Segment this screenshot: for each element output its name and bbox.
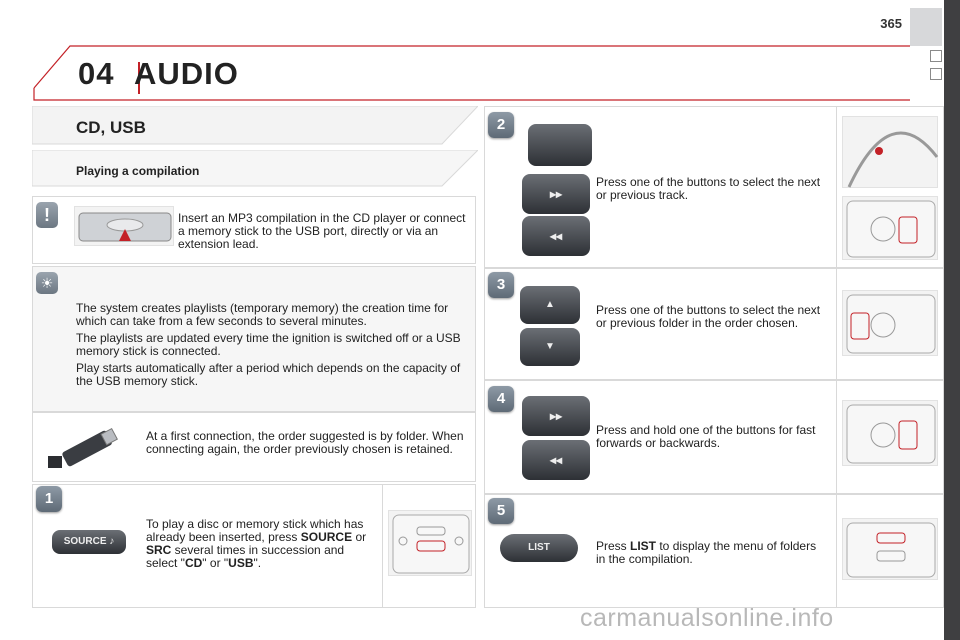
tip-paragraph: The playlists are updated every time the ignition is switched off or a USB memory stick is connected.: [76, 331, 461, 358]
page-number: 365: [880, 16, 902, 31]
tip-paragraph: The system creates playlists (temporary memory) the creation time for which can take from a few seconds to several minutes.: [76, 301, 449, 328]
subsection-title: Playing a compilation: [76, 164, 200, 178]
exclamation-icon: !: [36, 202, 58, 228]
step-badge-2: 2: [488, 112, 514, 138]
section-title: CD, USB: [76, 118, 146, 137]
list-button-image: LIST: [500, 534, 578, 562]
console-image-folder: [842, 290, 938, 356]
folder-down-button-image: ▼: [520, 328, 580, 366]
usb-note-text: At a first connection, the order suggested is by folder. When connecting again, the order previously chosen is retained.: [146, 429, 464, 456]
chapter-title: AUDIO: [134, 56, 239, 91]
step5-text: Press LIST to display the menu of folders in the compilation.: [596, 539, 817, 566]
step3-text: Press one of the buttons to select the next or previous folder in the order chosen.: [596, 303, 821, 330]
cd-player-image: [74, 206, 174, 246]
step-badge-3: 3: [488, 272, 514, 298]
panel-divider: [836, 380, 837, 494]
console-image-source: [388, 510, 472, 576]
side-bar: [944, 0, 960, 640]
tip-paragraph: Play starts automatically after a period which depends on the capacity of the USB memory stick.: [76, 361, 461, 388]
header-frame: [0, 0, 944, 110]
step4-text: Press and hold one of the buttons for fast forwards or backwards.: [596, 423, 816, 450]
steering-wheel-image: [842, 116, 938, 188]
chapter-number: 04: [78, 56, 115, 91]
fast-forward-button-image: ▸▸: [522, 396, 590, 436]
panel-divider: [836, 106, 837, 268]
next-track-button-image: ▸▸: [522, 174, 590, 214]
step-badge-5: 5: [488, 498, 514, 524]
console-image-track: [842, 196, 938, 260]
step2-text: Press one of the buttons to select the next or previous track.: [596, 175, 821, 202]
step-badge-4: 4: [488, 386, 514, 412]
folder-up-button-image: ▲: [520, 286, 580, 324]
step1-text: To play a disc or memory stick which has already been inserted, press SOURCE or SRC several times in succession and select "CD" or "USB".: [146, 517, 367, 570]
panel-divider: [382, 484, 383, 608]
console-image-fast: [842, 400, 938, 466]
console-image-list: [842, 518, 938, 580]
watermark: carmanualsonline.info: [580, 604, 834, 632]
steering-button-image: [528, 124, 592, 166]
step-badge-1: 1: [36, 486, 62, 512]
lightbulb-icon: ☀: [36, 272, 58, 294]
panel-divider: [836, 494, 837, 608]
panel-divider: [836, 268, 837, 380]
source-button-image: SOURCE ♪: [52, 530, 126, 554]
rewind-button-image: ◂◂: [522, 440, 590, 480]
usb-stick-image: [44, 424, 124, 474]
warning-text: Insert an MP3 compilation in the CD player or connect a memory stick to the USB port, directly or via an extension lead.: [178, 211, 466, 251]
previous-track-button-image: ◂◂: [522, 216, 590, 256]
